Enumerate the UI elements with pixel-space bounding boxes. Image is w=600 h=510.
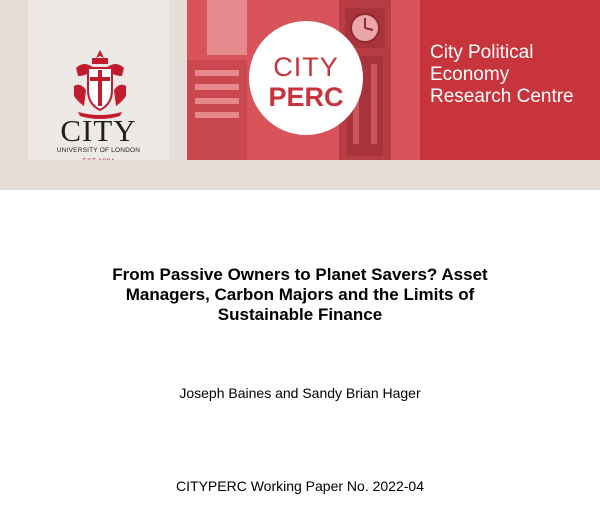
paper-title <box>60 265 540 325</box>
header-banner <box>0 0 600 190</box>
paper-title-line: From Passive Owners to Planet Savers? Asset <box>112 265 488 284</box>
centre-name-line: Economy <box>430 64 510 85</box>
centre-name-line: City Political <box>430 42 534 63</box>
university-name: CITY <box>60 113 137 148</box>
university-subtitle: UNIVERSITY OF LONDON <box>56 147 141 154</box>
centre-name-line: Research Centre <box>430 86 574 107</box>
paper-title-line: Managers, Carbon Majors and the Limits of <box>125 285 475 304</box>
logo-line-1: CITY <box>273 52 339 82</box>
working-paper-number: CITYPERC Working Paper No. 2022-04 <box>176 478 424 494</box>
crest-icon <box>70 46 130 120</box>
series-name: Working Paper Series <box>445 136 577 151</box>
paper-authors: Joseph Baines and Sandy Brian Hager <box>179 385 421 401</box>
banner-bottom-band <box>0 160 600 190</box>
cityperc-logo <box>248 20 364 136</box>
logo-line-2: PERC <box>268 82 344 112</box>
paper-title-line: Sustainable Finance <box>217 305 383 324</box>
centre-name <box>430 42 590 108</box>
